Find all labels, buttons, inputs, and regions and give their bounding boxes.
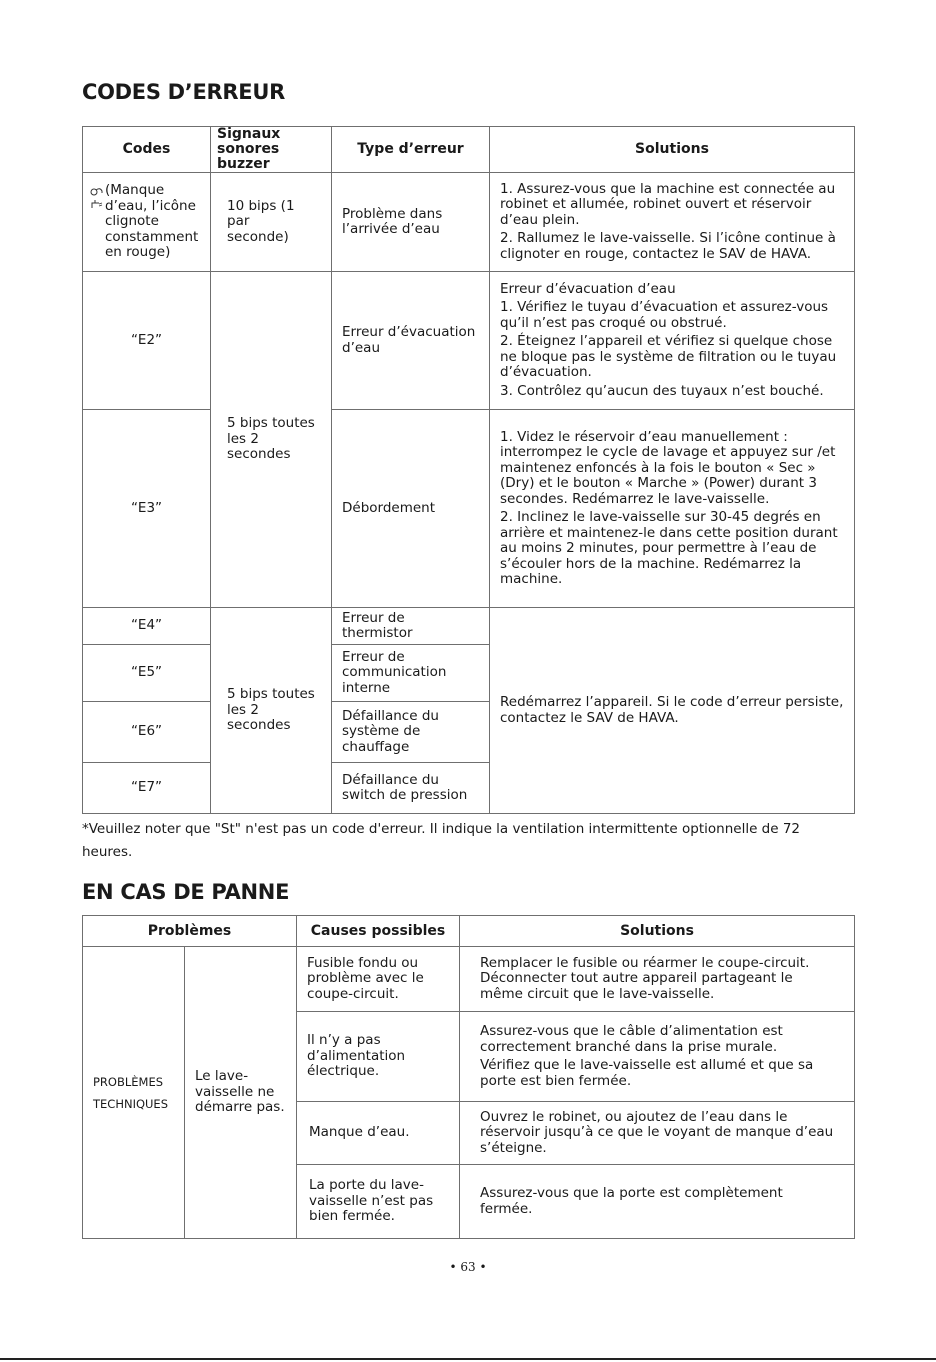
troubleshooting-table — [82, 915, 855, 1239]
solution-1: Remplacer le fusible ou réarmer le coupe-circuit. Déconnecter tout autre appareil partageant le même circuit que le lave-vaisselle. — [460, 947, 855, 1012]
water-tap-icon — [89, 183, 105, 261]
solution-2 — [460, 1012, 855, 1102]
header-type: Type d’erreur — [332, 127, 490, 173]
solution-e2-1: 1. Vérifiez le tuyau d’évacuation et assurez-vous qu’il n’est pas croqué ou obstrué. — [500, 299, 829, 331]
problem-description: Le lave-vaisselle ne démarre pas. — [185, 947, 297, 1239]
code-water-text: (Manque d’eau, l’icône clignote constamment en rouge) — [105, 182, 199, 261]
type-water: Problème dans l’arrivée d’eau — [332, 173, 490, 272]
code-e3: “E3” — [83, 410, 211, 608]
signal-e4-e7: 5 bips toutes les 2 secondes — [211, 608, 332, 814]
header-causes: Causes possibles — [297, 916, 460, 947]
table-row — [83, 410, 855, 608]
solution-3: Ouvrez le robinet, ou ajoutez de l’eau dans le réservoir jusqu’à ce que le voyant de manque d’eau s’éteigne. — [460, 1102, 855, 1165]
cause-4: La porte du lave-vaisselle n’est pas bien fermée. — [297, 1165, 460, 1239]
cause-2: Il n’y a pas d’alimentation électrique. — [297, 1012, 460, 1102]
solution-e4-e7: Redémarrez l’appareil. Si le code d’erreur persiste, contactez le SAV de HAVA. — [490, 608, 855, 814]
code-e7: “E7” — [83, 763, 211, 814]
solution-e2-2: 2. Éteignez l’appareil et vérifiez si quelque chose ne bloque pas le système de filtration ou le tuyau d’évacuation. — [500, 333, 837, 381]
code-e2: “E2” — [83, 272, 211, 410]
signal-e2-e3: 5 bips toutes les 2 secondes — [211, 272, 332, 608]
code-e5: “E5” — [83, 645, 211, 702]
cause-1: Fusible fondu ou problème avec le coupe-circuit. — [297, 947, 460, 1012]
type-e7: Défaillance du switch de pression — [332, 763, 490, 814]
solution-e2-0: Erreur d’évacuation d’eau — [500, 280, 676, 297]
table-header-row — [83, 916, 855, 947]
header-codes: Codes — [83, 127, 211, 173]
page-number: • 63 • — [449, 1260, 487, 1274]
solution-e3-1: 1. Videz le réservoir d’eau manuellement : interrompez le cycle de lavage et appuyez sur /et maintenez enfoncés à la fois le bouton « Sec » (Dry) et le bouton « Marche » (Power) durant 3 secondes. Redémarrez le lave-vaisselle. — [500, 428, 836, 507]
solution-water-1: 1. Assurez-vous que la machine est connectée au robinet et allumée, robinet ouvert et réservoir d’eau plein. — [500, 180, 836, 228]
cause-3: Manque d’eau. — [297, 1102, 460, 1165]
table-row — [83, 272, 855, 410]
solution-e2 — [490, 272, 855, 410]
solution-4: Assurez-vous que la porte est complètement fermée. — [460, 1165, 855, 1239]
table-row — [83, 608, 855, 645]
solution-2-a: Assurez-vous que le câble d’alimentation est correctement branché dans la prise murale. — [480, 1023, 783, 1055]
bottom-rule — [0, 1358, 936, 1360]
code-e4: “E4” — [83, 608, 211, 645]
header-problems: Problèmes — [83, 916, 297, 947]
solution-water — [490, 173, 855, 272]
solution-2-b: Vérifiez que le lave-vaisselle est allumé et que sa porte est bien fermée. — [480, 1057, 814, 1089]
type-e6: Défaillance du système de chauffage — [332, 702, 490, 763]
table-header-row — [83, 127, 855, 173]
header-solutions: Solutions — [460, 916, 855, 947]
solution-e3 — [490, 410, 855, 608]
code-water-cell — [83, 173, 211, 272]
table-row — [83, 173, 855, 272]
troubleshooting-title: EN CAS DE PANNE — [82, 880, 290, 904]
error-codes-title: CODES D’ERREUR — [82, 80, 285, 104]
table-row — [83, 947, 855, 1012]
header-solutions: Solutions — [490, 127, 855, 173]
solution-e3-2: 2. Inclinez le lave-vaisselle sur 30-45 degrés en arrière et maintenez-le dans cette position durant au moins 2 minutes, pour permettre à l’eau de s’écouler hors de la machine. Redémarrez la machine. — [500, 509, 838, 587]
solution-e2-3: 3. Contrôlez qu’aucun des tuyaux n’est bouché. — [500, 382, 824, 399]
type-e4: Erreur de thermistor — [332, 608, 490, 645]
error-codes-table — [82, 126, 855, 814]
type-e5: Erreur de communication interne — [332, 645, 490, 702]
header-signals: Signaux sonores buzzer — [211, 127, 332, 173]
st-note: *Veuillez noter que "St" n'est pas un code d'erreur. Il indique la ventilation intermittente optionnelle de 72 heures. — [82, 821, 801, 860]
type-e3: Débordement — [332, 410, 490, 608]
code-e6: “E6” — [83, 702, 211, 763]
problem-category: PROBLÈMES TECHNIQUES — [83, 947, 185, 1239]
signal-water: 10 bips (1 par seconde) — [211, 173, 332, 272]
solution-water-2: 2. Rallumez le lave-vaisselle. Si l’icône continue à clignoter en rouge, contactez le SAV de HAVA. — [500, 230, 836, 262]
type-e2: Erreur d’évacuation d’eau — [332, 272, 490, 410]
